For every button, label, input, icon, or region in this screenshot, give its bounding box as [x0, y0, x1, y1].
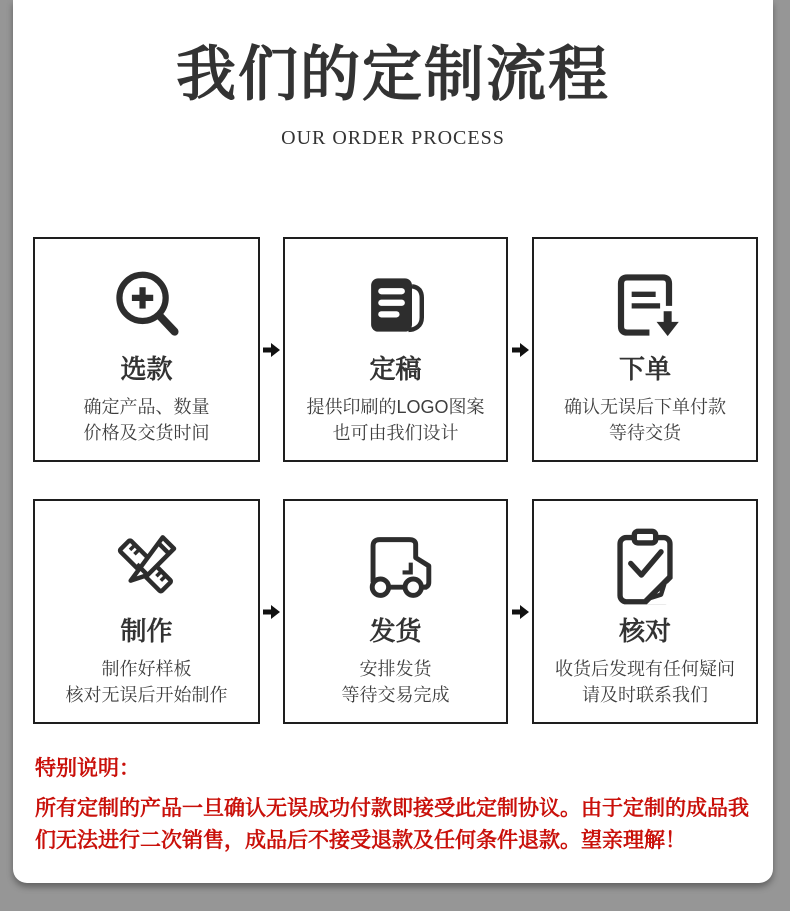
pen-ruler-icon [107, 525, 187, 609]
clipboard-check-icon [609, 525, 681, 609]
flow-arrow-icon [260, 499, 283, 724]
flow-arrow-icon [508, 499, 532, 724]
magnifier-plus-icon [107, 263, 187, 347]
desc-line: 安排发货 [359, 659, 432, 679]
desc-line: 确定产品、数量 [83, 397, 210, 417]
desc-line: 也可由我们设计 [332, 423, 459, 443]
flow-arrow-icon [260, 237, 283, 462]
step-box-select [33, 237, 260, 462]
step-box-draft [283, 237, 508, 462]
desc-line: 收货后发现有任何疑问 [555, 659, 735, 679]
desc-line: 提供印刷的LOGO图案 [306, 397, 485, 417]
step-description [564, 394, 726, 446]
step-box-produce [33, 499, 260, 724]
notice-heading: 特别说明： [35, 757, 140, 780]
desc-line: 价格及交货时间 [83, 423, 210, 443]
desc-line: 制作好样板 [101, 659, 192, 679]
step-title: 发货 [369, 616, 422, 646]
step-title: 定稿 [369, 354, 422, 384]
page-title: 我们的定制流程 [176, 41, 610, 108]
step-title: 制作 [120, 616, 173, 646]
notice-body: 所有定制的产品一旦确认无误成功付款即接受此定制协议。由于定制的成品我们无法进行二次销售，成品后不接受退款及任何条件退款。望亲理解！ [35, 797, 749, 852]
delivery-truck-icon [355, 525, 437, 609]
special-notice [35, 756, 751, 857]
desc-line: 等待交货 [609, 423, 681, 443]
step-box-ship [283, 499, 508, 724]
desc-line: 确认无误后下单付款 [564, 397, 726, 417]
order-download-icon [605, 263, 685, 347]
step-title: 核对 [618, 616, 671, 646]
desc-line: 请及时联系我们 [582, 685, 708, 705]
page-subtitle: OUR ORDER PROCESS [281, 127, 505, 149]
step-description [84, 394, 210, 446]
step-description [66, 656, 228, 708]
step-box-order [532, 237, 758, 462]
desc-line: 等待交易完成 [341, 685, 450, 705]
content-card [13, 0, 773, 883]
step-description [555, 656, 735, 708]
flow-arrow-icon [508, 237, 532, 462]
desc-line: 核对无误后开始制作 [65, 685, 228, 705]
step-description [306, 394, 484, 446]
step-title: 下单 [618, 354, 671, 384]
step-title: 选款 [120, 354, 173, 384]
process-grid [33, 237, 773, 724]
step-box-verify [532, 499, 758, 724]
header [13, 0, 773, 152]
draft-document-icon [356, 263, 436, 347]
step-description [342, 656, 450, 708]
